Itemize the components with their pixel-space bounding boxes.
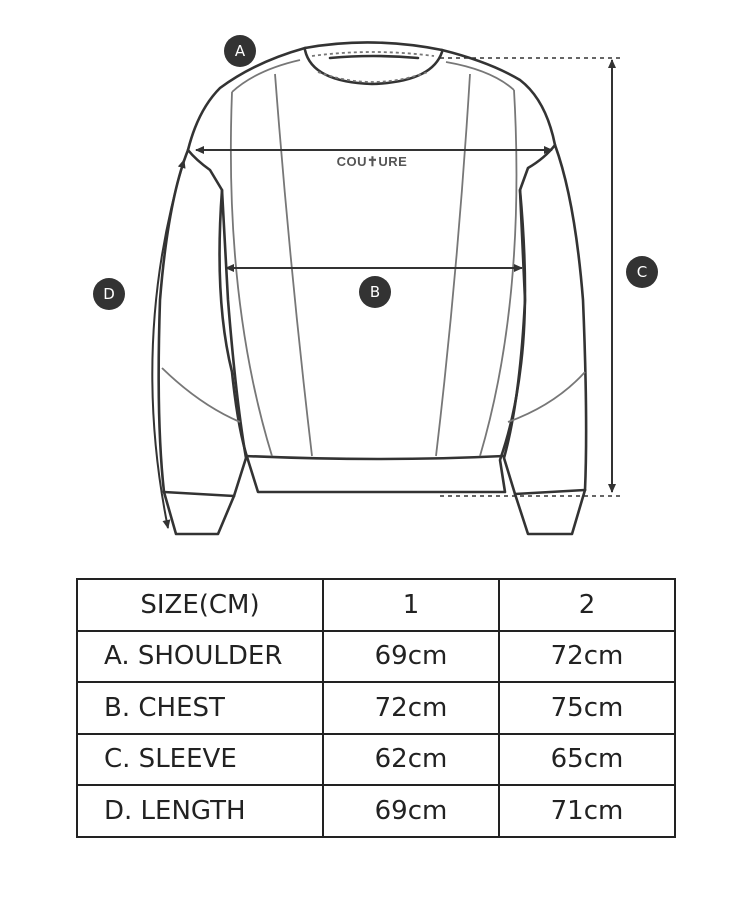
- table-cell: 65cm: [499, 734, 675, 786]
- table-cell: 69cm: [323, 785, 499, 837]
- svg-text:D: D: [103, 285, 115, 303]
- svg-text:C: C: [636, 263, 648, 281]
- row-label: B. CHEST: [77, 682, 323, 734]
- table-cell: 71cm: [499, 785, 675, 837]
- marker-c: [626, 256, 658, 288]
- header-cell-size-2: 2: [499, 579, 675, 631]
- sleeve-measure-arrow: [152, 160, 184, 528]
- table-cell: 75cm: [499, 682, 675, 734]
- row-label: D. LENGTH: [77, 785, 323, 837]
- table-cell: 62cm: [323, 734, 499, 786]
- svg-text:A: A: [234, 42, 246, 60]
- table-row: [77, 631, 675, 683]
- table-row: [77, 682, 675, 734]
- row-label: C. SLEEVE: [77, 734, 323, 786]
- table-cell: 72cm: [499, 631, 675, 683]
- header-cell-size-1: 1: [323, 579, 499, 631]
- size-table: [76, 578, 676, 838]
- brand-logo: COU✝URE: [336, 154, 408, 169]
- header-cell-size: SIZE(CM): [77, 579, 323, 631]
- table-cell: 72cm: [323, 682, 499, 734]
- marker-d: [93, 278, 125, 310]
- table-cell: 69cm: [323, 631, 499, 683]
- table-row: [77, 785, 675, 837]
- row-label: A. SHOULDER: [77, 631, 323, 683]
- table-row: [77, 734, 675, 786]
- marker-b: [359, 276, 391, 308]
- marker-a: [224, 35, 256, 67]
- table-header-row: [77, 579, 675, 631]
- svg-text:B: B: [369, 283, 381, 301]
